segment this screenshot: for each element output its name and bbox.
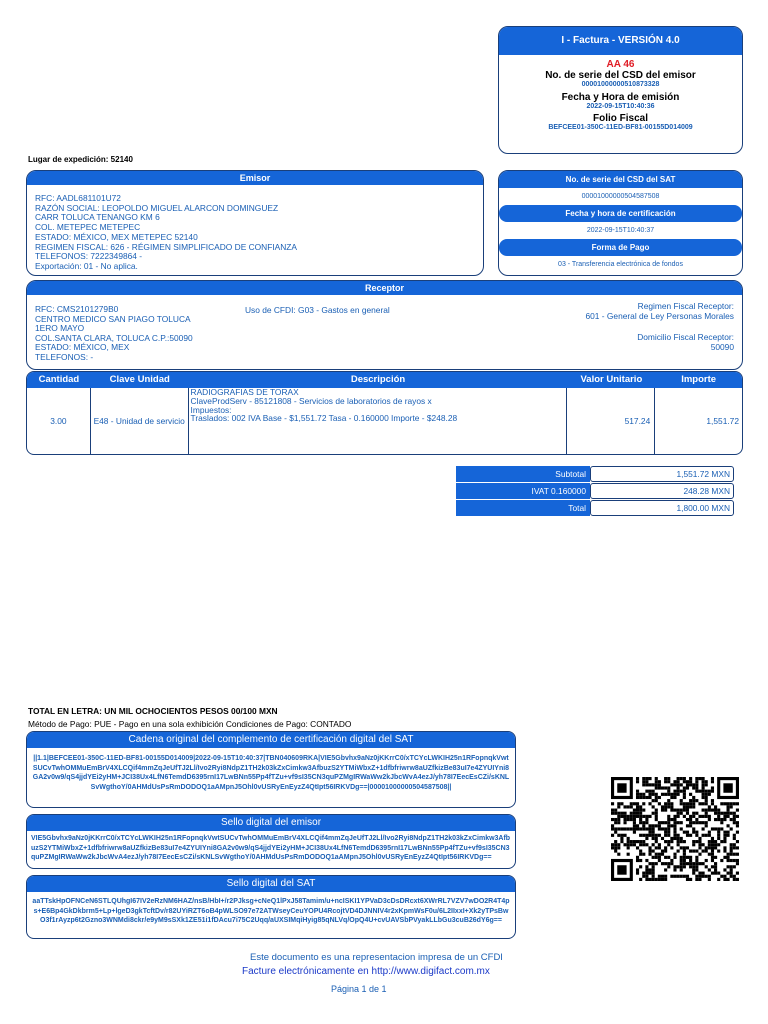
regimen-receptor [585,302,734,321]
total-row-subtotal [456,466,734,482]
header-valor-unitario: Valor Unitario [580,374,643,385]
header-descripcion: Descripción [350,374,406,385]
csd-emisor-label: No. de serie del CSD del emisor [545,70,696,81]
total-row-total [456,500,734,516]
receptor-title: Receptor [27,281,742,295]
iva-value: 248.28 MXN [590,483,734,499]
fecha-emision-value: 2022-09-15T10:40:36 [586,103,655,110]
folio-number: AA 46 [606,59,635,70]
cadena-original-text: ||1.1|BEFCEE01-350C-11ED-BF81-00155D014009|2022-09-15T10:40:37|TBN040609RKA|VIE5Gbvhx9aNz0jKKrrC0/xTCYcLWKIH25n1RFopnqkVwtSUCvTwhOMMuEmBrV4XLCQif4mmZqJeUfTJ2Ll/Ivo2Ryi8NdpZ1TH2k03kZxCimkw3AfbuzS2YTMiWbxZ+1dfbfriwrw8aUZfkizBe83uI7e4ZYUIYni8GA2v0w9/qS4jjdYEi2yHM+JCI38Ux4LfN6TemdD6395rnI17LwBNn55Pp4fTZu+vf9sI35CN3quPZMgIRWaWw2kJbcWvA4ezJ/yh78I7EecEsCZi/sKNLSvWgthoY/0AHMdUsPsRmDODOQ1aAMpnJ5Ohl0vUSRyEnEyzZ4QtIpt56IRKVDg==|00001000000504587508|| [32,755,510,791]
sello-emisor-box [26,814,516,869]
cell-valor-unitario: 517.24 [567,388,655,454]
lugar-expedicion: Lugar de expedición: 52140 [28,155,133,164]
receptor-box [26,280,743,370]
cell-importe: 1,551.72 [706,416,739,426]
emisor-line: RFC: AADL681101U72 [35,193,121,203]
folio-fiscal-value: BEFCEE01-350C-11ED-BF81-00155D014009 [548,124,693,131]
uso-cfdi: Uso de CFDI: G03 - Gastos en general [245,305,390,315]
domicilio-label: Domicilio Fiscal Receptor: [637,332,734,342]
domicilio-value: 50090 [710,341,734,352]
sat-cert-label: Fecha y hora de certificación [499,205,742,222]
desc-line: RADIOGRAFIAS DE TORAX [190,387,299,397]
factura-header-box [498,26,743,154]
cell-cantidad: 3.00 [27,388,91,454]
emisor-line: COL. METEPEC METEPEC [35,222,141,233]
receptor-line: RFC: CMS2101279B0 [35,304,119,314]
metodo-pago: Método de Pago: PUE - Pago en una sola exhibición Condiciones de Pago: CONTADO [28,719,352,729]
emisor-line: REGIMEN FISCAL: 626 - RÉGIMEN SIMPLIFICADO DE CONFIANZA [35,241,297,252]
forma-pago-label: Forma de Pago [499,239,742,256]
receptor-line: 1ERO MAYO [35,323,85,334]
sello-emisor-title: Sello digital del emisor [27,815,515,831]
forma-pago-value: 03 - Transferencia electrónica de fondos [558,261,683,268]
total-en-letra: TOTAL EN LETRA: UN MIL OCHOCIENTOS PESOS 00/100 MXN [28,706,278,716]
qr-code [611,777,739,881]
csd-emisor-value: 00001000000510873328 [581,81,660,88]
footer-cfdi-note: Este documento es una representacion impresa de un CFDI [250,952,503,963]
sat-cert-value: 2022-09-15T10:40:37 [586,227,655,234]
totals-block [456,466,734,517]
sello-sat-box [26,875,516,939]
sello-sat-text: aaTTskHpOFNCeN6STLQUhgI67IV2eRzNM6HAZ/nsB/HbI+/r2PJksg+cNeQ1lPxJ58Tamim/u+ncISKI1YPVaD3cDsDRcxt6XWrRL7VZV7wDO2R4T4ps+E6Bp4GkDkbrm5+Lp+lgeD3gkTcftDv/r82UYiRZT6oB4pWLSO97e72ATWseyCeuYOPU4RcojtVD4DJNNIV4r2xKpmWsF0u/6L2IIxxI+Xk2yTPsBwO3f1rAyzp6t2Gzno3WNMdi8ckr/e9yM9sSXk1ZE51i1fDAcu7i75C2Uqq/aUXSIMqiHyig85qNLVq/OpQ4U+cvUAVSbPVyakLLbGu3cuB26dY6g== [32,898,510,924]
regimen-label: Regimen Fiscal Receptor: [637,301,734,311]
receptor-line: TELEFONOS: - [35,351,94,362]
total-value: 1,800.00 MXN [590,500,734,516]
cell-clave-unidad: E48 - Unidad de servicio [91,388,189,454]
footer-digifact-link[interactable]: Facture electrónicamente en http://www.digifact.com.mx [242,966,490,977]
emisor-line: ESTADO: MÉXICO, MEX METEPEC 52140 [35,231,198,242]
total-row-iva [456,483,734,499]
table-row [27,388,742,454]
sat-csd-value: 00001000000504587508 [581,193,660,200]
iva-label: IVAT 0.160000 [456,483,590,499]
receptor-line: COL.SANTA CLARA, TOLUCA C.P.:50090 [35,332,193,343]
fecha-emision-label: Fecha y Hora de emisión [561,92,680,103]
subtotal-value: 1,551.72 MXN [590,466,734,482]
sat-csd-label: No. de serie del CSD del SAT [499,171,742,188]
sello-emisor-text: VIE5Gbvhx9aNz0jKKrrC0/xTCYcLWKIH25n1RFopnqkVwtSUCvTwhOMMuEmBrV4XLCQif4mmZqJeUfTJ2Ll/Ivo2Ryi8NdpZ1TH2k03kZxCimkw3AfbuzS2YTMiWbxZ+1dfbfriwrw8aUZfkizBe83uI7e4ZYUIYni8GA2v0w9/qS4jjdYEi2yHM+JCI38Ux4LfN6TemdD6395rnI17LwBNn55Pp4fTZu+vf9sI35CN3quPZMgIRWaWw2kJbcWvA4ezJ/yh78I7EecEsCZi/sKNLSvWgthoY/0AHMdUsPsRmDODOQ1aAMpnJ5Ohl0vUSRyEnEyzZ4QtIpt56IRKVDg== [31,835,511,861]
cadena-original-box [26,731,516,808]
table-header-row [27,372,742,388]
emisor-line: TELEFONOS: 7222349864 - [35,251,143,262]
factura-title: I - Factura - VERSIÓN 4.0 [499,27,742,55]
emisor-line: Exportación: 01 - No aplica. [35,260,138,271]
cell-descripcion [189,388,568,454]
desc-line: Traslados: 002 IVA Base - $1,551.72 Tasa - 0.160000 Importe - $248.28 [190,413,458,424]
receptor-line: CENTRO MEDICO SAN PIAGO TOLUCA [35,313,191,324]
cadena-original-title: Cadena original del complemento de certificación digital del SAT [27,732,515,748]
emisor-line: CARR TOLUCA TENANGO KM 6 [35,212,160,223]
emisor-line: RAZÓN SOCIAL: LEOPOLDO MIGUEL ALARCON DOMINGUEZ [35,202,279,213]
receptor-line: ESTADO: MÉXICO, MEX [35,342,130,353]
receptor-details [35,305,193,363]
emisor-title: Emisor [27,171,483,185]
items-table [26,371,743,455]
header-cantidad: Cantidad [38,374,80,385]
regimen-value: 601 - General de Ley Personas Morales [585,310,734,321]
sello-sat-title: Sello digital del SAT [27,876,515,892]
total-label: Total [456,500,590,516]
header-importe: Importe [681,374,717,385]
sat-info-box [498,170,743,276]
subtotal-label: Subtotal [456,466,590,482]
desc-line: Impuestos: [190,404,232,415]
domicilio-receptor [637,333,734,352]
emisor-box [26,170,484,276]
emisor-details [27,185,483,272]
folio-fiscal-label: Folio Fiscal [592,113,648,124]
header-clave-unidad: Clave Unidad [109,374,170,385]
desc-line: ClaveProdServ - 85121808 - Servicios de laboratorios de rayos x [190,395,432,406]
footer-page-number: Página 1 de 1 [331,984,387,994]
